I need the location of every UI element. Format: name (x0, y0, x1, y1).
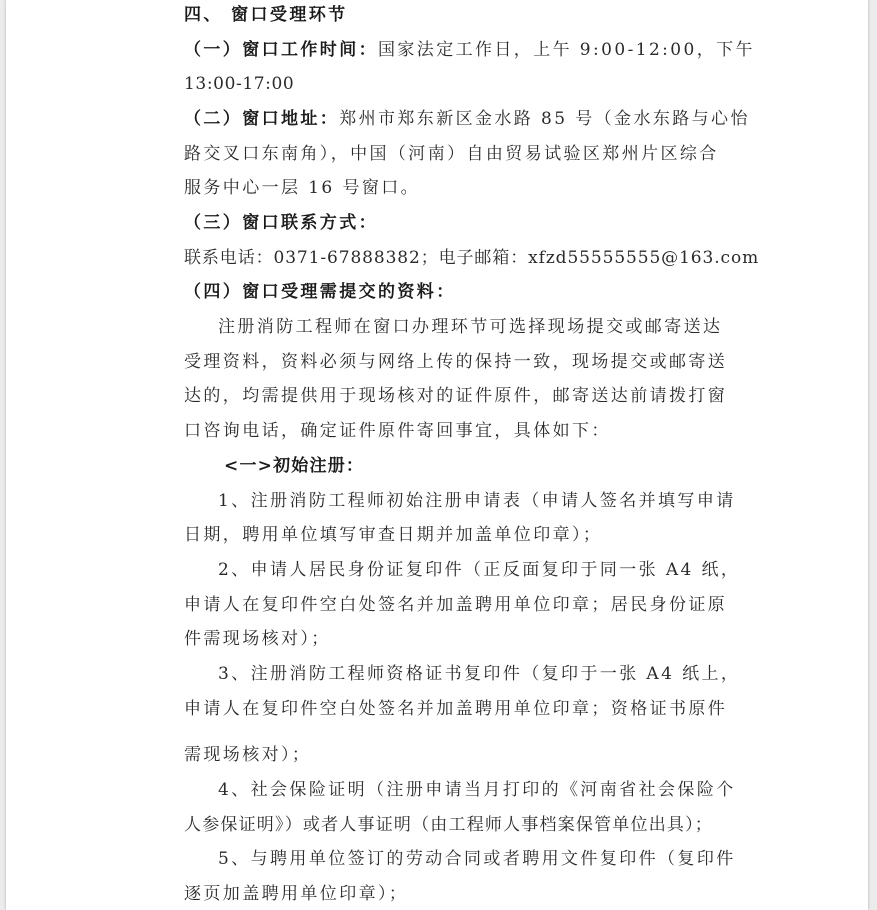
work-hours-line-1 (184, 38, 755, 62)
address-line-3: 服务中心一层 16 号窗口。 (184, 178, 421, 198)
address-line-1 (184, 107, 750, 131)
materials-line-2: 受理资料，资料必须与网络上传的保持一致，现场提交或邮寄送 (184, 352, 728, 372)
list-item-3-line-1: 3、注册消防工程师资格证书复印件（复印于一张 A4 纸上， (218, 664, 741, 684)
list-item-2-line-1: 2、申请人居民身份证复印件（正反面复印于同一张 A4 纸， (218, 560, 741, 580)
list-item-3-line-3: 需现场核对）； (184, 745, 312, 765)
section-title: 四、 窗口受理环节 (184, 5, 348, 25)
list-item-4-line-1: 4、社会保险证明（注册申请当月打印的《河南省社会保险个 (218, 780, 736, 800)
materials-line-1: 注册消防工程师在窗口办理环节可选择现场提交或邮寄送达 (218, 317, 723, 337)
address-label: （二）窗口地址： (184, 109, 340, 129)
work-hours-line-2: 13:00-17:00 (184, 74, 295, 94)
list-item-1-line-2: 日期，聘用单位填写审查日期并加盖单位印章）； (184, 525, 603, 545)
list-item-2-line-2: 申请人在复印件空白处签名并加盖聘用单位印章；居民身份证原 (184, 595, 728, 615)
work-hours-label: （一）窗口工作时间： (184, 40, 378, 60)
subsection-title: <一>初始注册： (224, 456, 365, 476)
contact-label: （三）窗口联系方式： (184, 213, 378, 233)
work-hours-text: 国家法定工作日，上午 9:00-12:00，下午 (378, 40, 755, 60)
contact-info: 联系电话：0371-67888382；电子邮箱：xfzd55555555@163.com (184, 248, 760, 268)
list-item-4-line-2: 人参保证明》）或者人事证明（由工程师人事档案保管单位出具）； (184, 815, 713, 835)
address-text: 郑州市郑东新区金水路 85 号（金水东路与心怡 (339, 109, 750, 129)
list-item-2-line-3: 件需现场核对）； (184, 629, 331, 649)
materials-line-3: 达的，均需提供用于现场核对的证件原件，邮寄送达前请拨打窗 (184, 386, 728, 406)
document-page (6, 0, 868, 910)
list-item-5-line-2: 逐页加盖聘用单位印章）； (184, 884, 409, 904)
list-item-1-line-1: 1、注册消防工程师初始注册申请表（申请人签名并填写申请 (218, 491, 736, 511)
materials-line-4: 口咨询电话，确定证件原件寄回事宜，具体如下： (184, 421, 611, 441)
address-line-2: 路交叉口东南角），中国（河南）自由贸易试验区郑州片区综合 (184, 144, 719, 164)
list-item-3-line-2: 申请人在复印件空白处签名并加盖聘用单位印章；资格证书原件 (184, 699, 728, 719)
materials-label: （四）窗口受理需提交的资料： (184, 282, 456, 302)
list-item-5-line-1: 5、与聘用单位签订的劳动合同或者聘用文件复印件（复印件 (218, 849, 736, 869)
